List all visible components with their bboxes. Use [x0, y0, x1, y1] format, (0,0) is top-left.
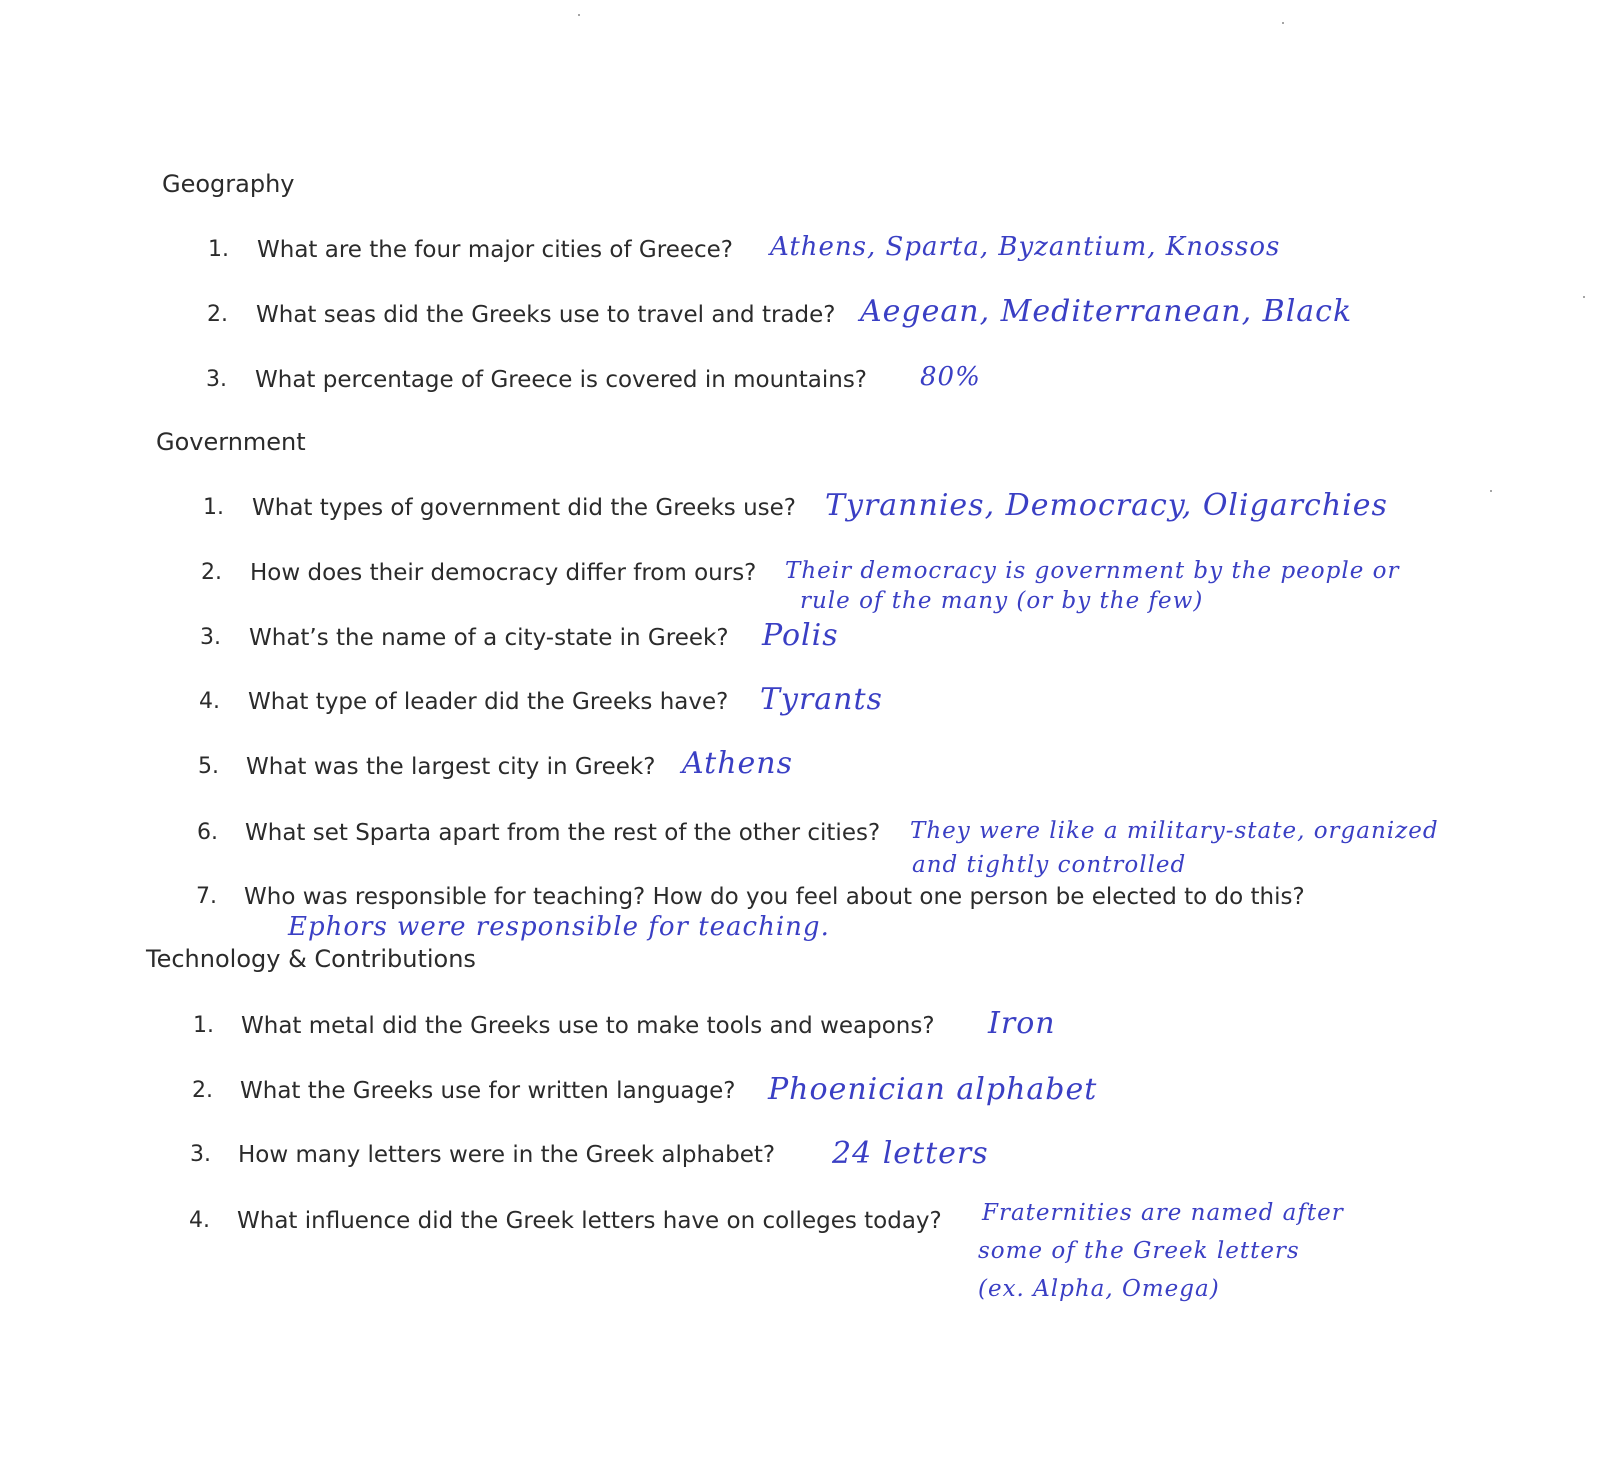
question-number: 1. — [203, 495, 224, 520]
scan-speck — [1282, 22, 1284, 24]
question-number: 7. — [196, 884, 217, 909]
handwritten-answer: Aegean, Mediterranean, Black — [860, 294, 1353, 329]
handwritten-answer: 24 letters — [832, 1136, 989, 1171]
question-text: What the Greeks use for written language? — [240, 1078, 736, 1104]
handwritten-answer: Phoenician alphabet — [768, 1072, 1098, 1107]
section-heading-technology-contributions: Technology & Contributions — [146, 945, 476, 973]
section-heading-geography: Geography — [162, 170, 295, 198]
question-number: 4. — [189, 1208, 210, 1233]
handwritten-answer: Polis — [762, 618, 839, 653]
question-text: How many letters were in the Greek alphabet? — [238, 1142, 776, 1168]
handwritten-answer-line: Fraternities are named after — [982, 1200, 1344, 1226]
handwritten-answer: Iron — [988, 1006, 1056, 1041]
question-text: What was the largest city in Greek? — [246, 754, 656, 780]
handwritten-answer: Tyrants — [760, 682, 883, 717]
question-number: 6. — [197, 820, 218, 845]
handwritten-answer-line: They were like a military-state, organized — [910, 818, 1439, 844]
question-number: 2. — [201, 560, 222, 585]
handwritten-answer: Tyrannies, Democracy, Oligarchies — [825, 488, 1388, 523]
question-number: 3. — [206, 367, 227, 392]
handwritten-answer: 80% — [920, 362, 981, 392]
question-text: What types of government did the Greeks use? — [252, 495, 796, 521]
question-text: What influence did the Greek letters have on colleges today? — [237, 1208, 942, 1234]
question-number: 5. — [198, 754, 219, 779]
question-number: 3. — [190, 1142, 211, 1167]
section-heading-government: Government — [156, 428, 306, 456]
handwritten-answer-line: and tightly controlled — [912, 852, 1187, 878]
question-text: What metal did the Greeks use to make tools and weapons? — [241, 1013, 935, 1039]
question-text: What seas did the Greeks use to travel and trade? — [256, 302, 836, 328]
handwritten-answer-line: rule of the many (or by the few) — [800, 588, 1204, 614]
question-number: 1. — [208, 237, 229, 262]
question-number: 2. — [207, 302, 228, 327]
question-number: 1. — [193, 1013, 214, 1038]
handwritten-answer: Ephors were responsible for teaching. — [288, 912, 830, 942]
question-text: What’s the name of a city-state in Greek? — [249, 625, 729, 651]
question-text: What are the four major cities of Greece? — [257, 237, 733, 263]
scan-speck — [1583, 296, 1585, 298]
handwritten-answer: Athens, Sparta, Byzantium, Knossos — [770, 232, 1281, 262]
scan-speck — [578, 14, 580, 16]
question-text: What type of leader did the Greeks have? — [248, 689, 729, 715]
handwritten-answer-line: Their democracy is government by the people or — [785, 558, 1400, 584]
question-text: Who was responsible for teaching? How do you feel about one person be elected to do this? — [244, 884, 1305, 910]
handwritten-answer-line: some of the Greek letters — [978, 1238, 1300, 1264]
question-text: What percentage of Greece is covered in mountains? — [255, 367, 868, 393]
handwritten-answer: Athens — [682, 746, 793, 781]
handwritten-answer-line: (ex. Alpha, Omega) — [978, 1276, 1220, 1302]
question-number: 3. — [200, 625, 221, 650]
question-number: 2. — [192, 1078, 213, 1103]
question-text: How does their democracy differ from ours? — [250, 560, 757, 586]
question-text: What set Sparta apart from the rest of the other cities? — [245, 820, 881, 846]
question-number: 4. — [199, 689, 220, 714]
scan-speck — [1490, 490, 1492, 492]
